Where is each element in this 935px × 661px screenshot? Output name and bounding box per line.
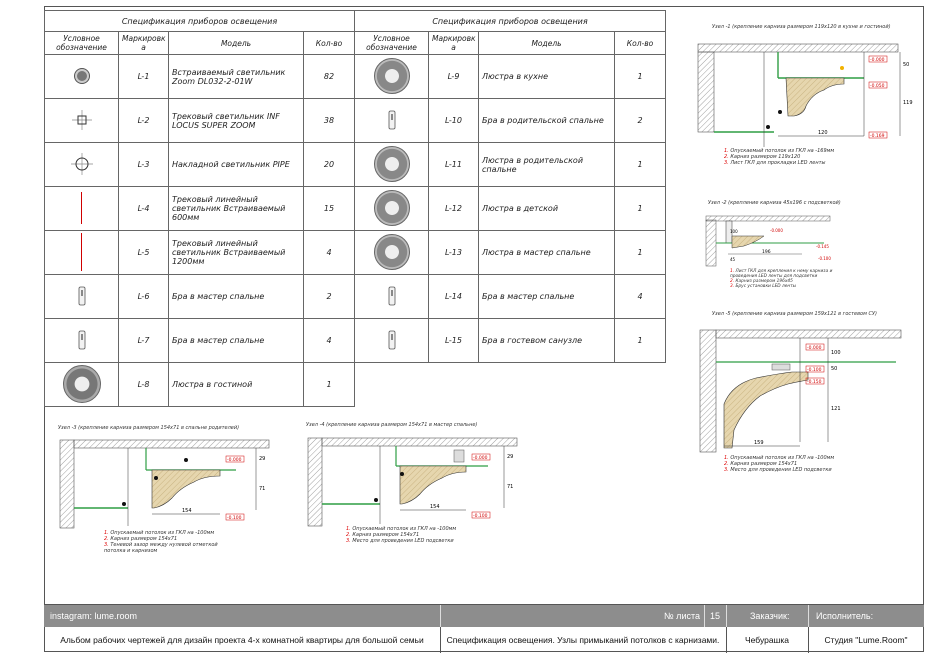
table-row: L-7 Бра в мастер спальне 4 (45, 319, 355, 363)
detail-5-dim-h3: 121 (831, 406, 841, 412)
list-item: 3. Брус установки LED ленты (730, 284, 797, 289)
table-row: L-4 Трековый линейный светильник Встраиваемый 600мм 15 (45, 187, 355, 231)
customer-label: Заказчик: (750, 611, 790, 621)
detail-5-title: Узел -5 (крепление карниза размером 159х121 в гостевом СУ) (712, 311, 877, 317)
detail-3-dim-h1: 29 (259, 456, 266, 462)
detail-1-dim-w: 120 (818, 130, 828, 136)
list-item: 3. Место для проведения LED подсветки (346, 538, 454, 544)
table-row: L-13 Люстра в мастер спальне 1 (355, 231, 666, 275)
detail-2-dim-w: 196 (762, 250, 771, 255)
header-symbol: Условное обозначение (45, 32, 119, 55)
detail-4-level-a: -0.000 (473, 456, 488, 461)
detail-5-level-b: -0.100 (807, 368, 822, 373)
table-row: L-11 Люстра в родительской спальне 1 (355, 143, 666, 187)
list-item: 2. Карниз размером 154х71 (346, 532, 420, 538)
list-item: 2. Карниз размером 154х71 (104, 536, 178, 542)
spec-table-left (44, 10, 355, 407)
sconce-icon (355, 99, 429, 143)
detail-1-dim-h1: 50 (903, 62, 910, 68)
list-item: 2. Карниз размером 196х45 (730, 279, 793, 284)
chandelier-icon (355, 187, 429, 231)
table-row: L-6 Бра в мастер спальне 2 (45, 275, 355, 319)
table-row: L-14 Бра в мастер спальне 4 (355, 275, 666, 319)
title-block (44, 604, 924, 652)
detail-4-level-b: -0.100 (473, 514, 488, 519)
list-item: 1. Опускаемый потолок из ГКЛ на -100мм (104, 530, 215, 536)
chandelier-icon (355, 143, 429, 187)
instagram-handle: instagram: lume.room (50, 611, 138, 621)
detail-1-level-b: -0.050 (870, 84, 885, 89)
detail-1-notes (724, 148, 834, 166)
surface-light-icon (45, 143, 119, 187)
detail-5-notes (724, 455, 834, 473)
downlight-icon (45, 55, 119, 99)
executor-name: Студия "Lume.Room" (824, 635, 908, 645)
detail-4-dim-w: 154 (430, 504, 440, 510)
title-block-content (44, 627, 924, 653)
linear-light-1200-icon (45, 231, 119, 275)
list-item: 3. Теневой зазор между нулевой отметкой потолка и карнизом (104, 542, 218, 554)
list-item: 2. Карниз размером 154х71 (724, 461, 798, 467)
sconce-icon (45, 275, 119, 319)
track-spot-icon (45, 99, 119, 143)
detail-5-dim-h2: 50 (831, 366, 838, 372)
detail-2-level-a: -0.000 (770, 228, 783, 233)
detail-3-dim-w: 154 (182, 508, 192, 514)
detail-3-level-a: -0.000 (227, 458, 242, 463)
list-item: 1. Лист ГКЛ для крепления к нему карниза и проведения LED ленты для подсветки (730, 269, 833, 279)
detail-4-drawing (304, 428, 519, 528)
sheet-number: 15 (709, 611, 720, 621)
spec-table-right (354, 10, 666, 363)
chandelier-icon (355, 231, 429, 275)
detail-3-drawing (56, 430, 271, 530)
detail-5-drawing (696, 320, 921, 455)
list-item: 1. Опускаемый потолок из ГКЛ на -100мм (724, 455, 835, 461)
chandelier-icon (45, 363, 119, 407)
detail-5-level-c: -0.150 (807, 380, 822, 385)
detail-3-notes (104, 530, 234, 554)
detail-1-dim-h2: 119 (903, 100, 913, 106)
album-title: Альбом рабочих чертежей для дизайн проекта 4-х комнатной квартиры для большой семьи (60, 635, 424, 645)
detail-3-level-b: -0.100 (227, 516, 242, 521)
list-item: 2. Карниз размером 119х120 (724, 154, 801, 160)
chandelier-icon (355, 55, 429, 99)
detail-3-title: Узел -3 (крепление карниза размером 154х71 в спальне родителей) (58, 425, 240, 431)
detail-4-notes (346, 526, 476, 544)
detail-2-notes (730, 269, 840, 289)
header-marking: Маркировк а (119, 32, 169, 55)
table-row: L-3 Накладной светильник PIPE 20 (45, 143, 355, 187)
spec-left-title: Спецификация приборов освещения (45, 11, 355, 32)
detail-1-drawing (694, 32, 919, 147)
detail-2-drawing (704, 206, 834, 268)
detail-2-dim-h1: 100 (730, 229, 738, 234)
header-symbol: Условное обозначение (355, 32, 429, 55)
detail-1-level-a: -0.000 (870, 58, 885, 63)
sconce-icon (45, 319, 119, 363)
detail-4-dim-h2: 71 (507, 484, 514, 490)
detail-2-level-c: -0.100 (818, 256, 831, 261)
list-item: 3. Лист ГКЛ для прокладки LED ленты (724, 160, 826, 166)
detail-2-dim-h2: 45 (730, 257, 736, 262)
detail-2-title: Узел -2 (крепление карниза 45х196 с подсветкой) (708, 200, 841, 206)
sconce-icon (355, 319, 429, 363)
detail-5-dim-h1: 100 (831, 350, 841, 356)
list-item: 1. Опускаемый потолок из ГКЛ на -100мм (346, 526, 457, 532)
table-row: L-15 Бра в гостевом санузле 1 (355, 319, 666, 363)
spec-right-title: Спецификация приборов освещения (355, 11, 666, 32)
linear-light-600-icon (45, 187, 119, 231)
sheet-title: Спецификация освещения. Узлы примыканий потолков с карнизами. (446, 635, 720, 645)
table-row: L-8 Люстра в гостиной 1 (45, 363, 355, 407)
header-marking: Маркировк а (429, 32, 479, 55)
table-row: L-12 Люстра в детской 1 (355, 187, 666, 231)
table-row: L-5 Трековый линейный светильник Встраиваемый 1200мм 4 (45, 231, 355, 275)
executor-label: Исполнитель: (816, 611, 874, 621)
sconce-icon (355, 275, 429, 319)
header-qty: Кол-во (615, 32, 666, 55)
customer-name: Чебурашка (744, 635, 790, 645)
detail-4-dim-h1: 29 (507, 454, 514, 460)
title-block-header (44, 605, 924, 627)
detail-1-level-c: -0.169 (870, 134, 885, 139)
detail-5-dim-w: 159 (754, 440, 764, 446)
list-item: 3. Место для проведения LED подсветки (724, 467, 832, 473)
detail-4-title: Узел -4 (крепление карниза размером 154х71 в мастер спальне) (306, 422, 478, 428)
header-model: Модель (479, 32, 615, 55)
detail-1-title: Узел -1 (крепление карниза размером 119х120 в кухне и гостиной) (712, 24, 891, 30)
table-row: L-10 Бра в родительской спальне 2 (355, 99, 666, 143)
table-row: L-9 Люстра в кухне 1 (355, 55, 666, 99)
table-row: L-2 Трековый светильник INF LOCUS SUPER ZOOM 38 (45, 99, 355, 143)
list-item: 1. Опускаемый потолок из ГКЛ на -169мм (724, 148, 835, 154)
sheet-label: № листа (664, 611, 700, 621)
table-row: L-1 Встраиваемый светильник Zoom DL032-2-01W 82 (45, 55, 355, 99)
detail-5-level-a: -0.000 (807, 346, 822, 351)
header-qty: Кол-во (304, 32, 355, 55)
header-model: Модель (169, 32, 304, 55)
detail-3-dim-h2: 71 (259, 486, 266, 492)
detail-2-level-b: -0.145 (816, 244, 829, 249)
